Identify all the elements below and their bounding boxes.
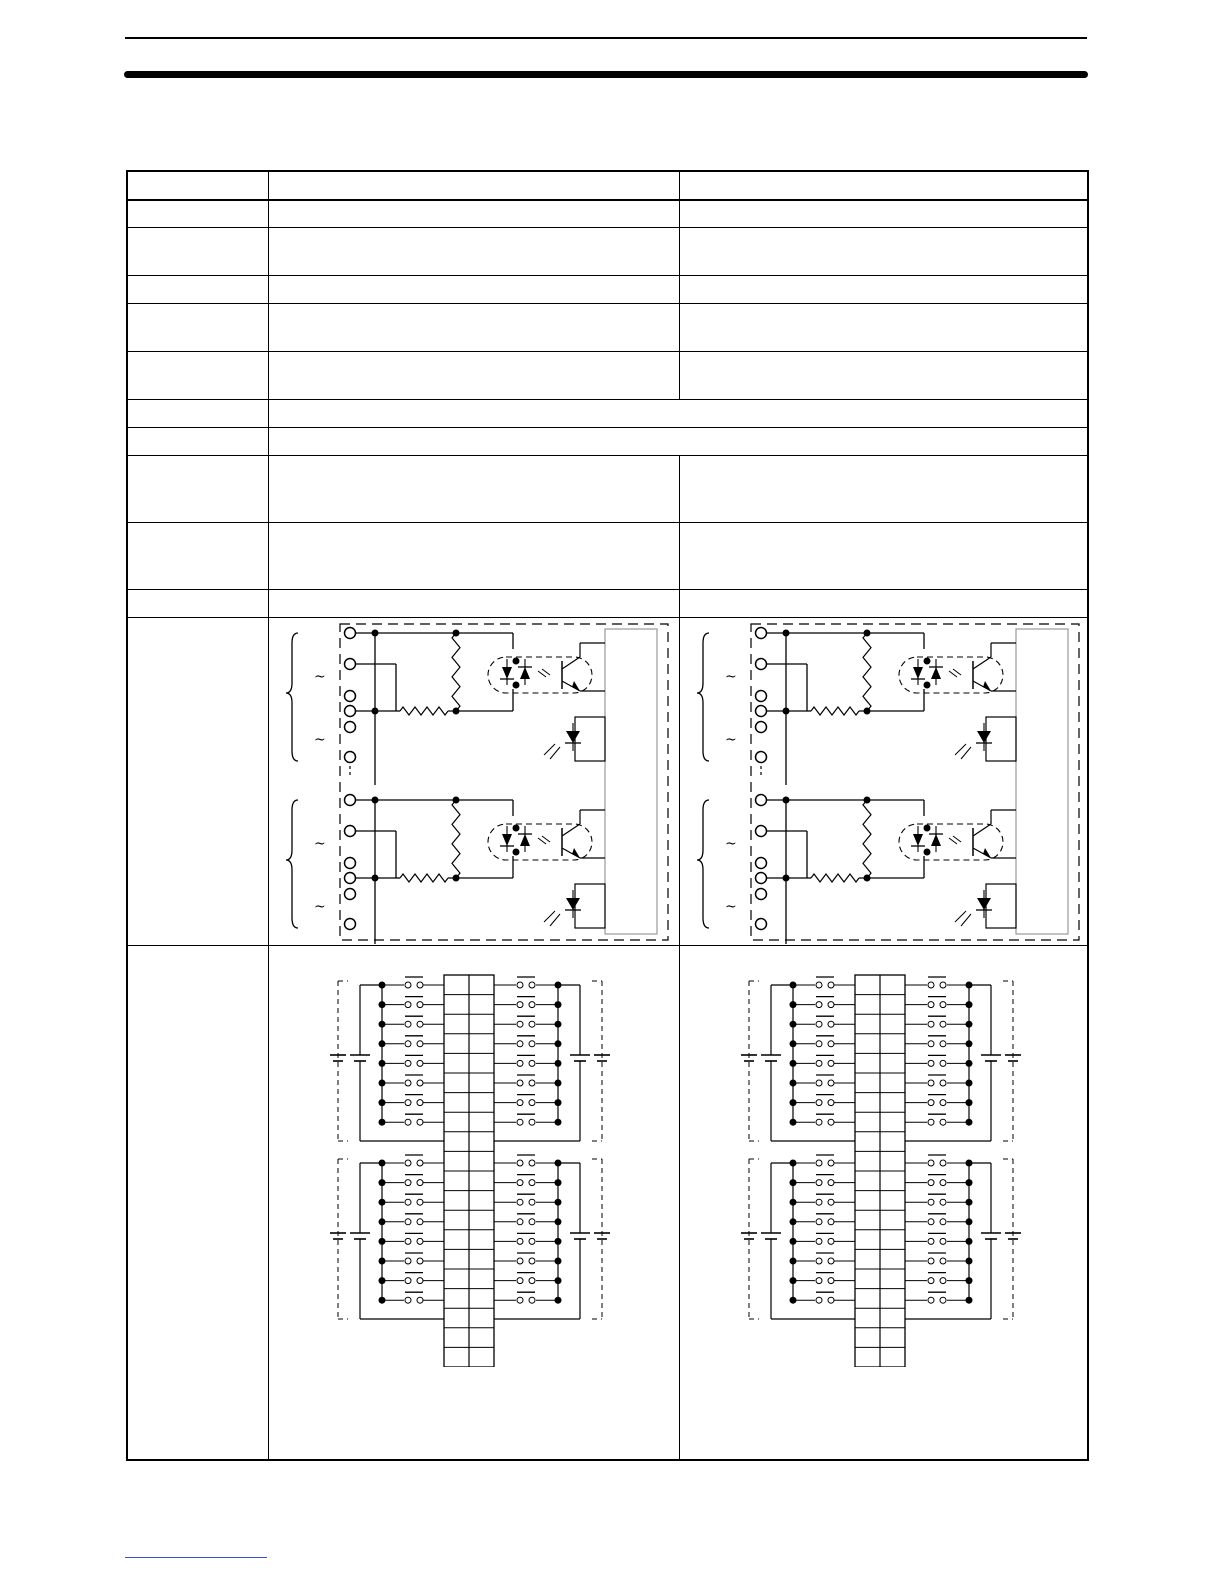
switch-icon <box>529 1119 535 1125</box>
switch-icon <box>928 1002 934 1008</box>
switch-icon <box>928 1160 934 1166</box>
resistor-icon <box>452 800 460 878</box>
switch-icon <box>417 1041 423 1047</box>
switch-icon <box>417 1002 423 1008</box>
switch-icon <box>816 1160 822 1166</box>
switch-icon <box>816 1297 822 1303</box>
external-wiring-right <box>681 947 1089 1367</box>
terminal-icon <box>345 752 356 763</box>
wire <box>961 914 971 926</box>
switch-icon <box>816 1041 822 1047</box>
switch-icon <box>417 1080 423 1086</box>
column-divider-2b <box>679 455 680 1461</box>
junction-dot <box>864 630 871 637</box>
switch-icon <box>928 1041 934 1047</box>
switch-icon <box>529 1021 535 1027</box>
column-divider-1 <box>268 172 269 1461</box>
terminal-icon <box>756 795 767 806</box>
ac-symbol: ~ <box>725 669 737 685</box>
switch-icon <box>405 982 411 988</box>
wire <box>953 669 961 675</box>
switch-icon <box>417 1180 423 1186</box>
terminal-icon <box>345 722 356 733</box>
wire <box>973 657 991 669</box>
switch-icon <box>517 1160 523 1166</box>
junction-dot <box>372 630 379 637</box>
transistor-arrow <box>983 848 991 858</box>
switch-icon <box>928 1080 934 1086</box>
switch-icon <box>517 1100 523 1106</box>
switch-icon <box>517 1219 523 1225</box>
switch-icon <box>940 1100 946 1106</box>
switch-icon <box>816 1100 822 1106</box>
terminal-icon <box>345 659 356 670</box>
junction-dot <box>864 797 871 804</box>
ac-symbol: ~ <box>314 669 326 685</box>
wire <box>550 747 560 759</box>
wire <box>953 836 961 842</box>
terminal-icon <box>345 889 356 900</box>
indicator-box <box>575 884 605 928</box>
row-divider <box>128 399 1087 400</box>
switch-icon <box>816 1238 822 1244</box>
switch-icon <box>828 1041 834 1047</box>
switch-icon <box>405 1080 411 1086</box>
switch-icon <box>928 1278 934 1284</box>
switch-icon <box>816 1060 822 1066</box>
internal-circuit-block <box>605 629 657 934</box>
switch-icon <box>940 1119 946 1125</box>
junction-dot <box>924 658 931 665</box>
ac-symbol: ~ <box>725 899 737 915</box>
switch-icon <box>828 1080 834 1086</box>
switch-icon <box>417 1258 423 1264</box>
row-divider <box>128 303 1087 304</box>
terminal-icon <box>756 919 767 930</box>
terminal-icon <box>756 722 767 733</box>
switch-icon <box>529 1219 535 1225</box>
switch-icon <box>405 1160 411 1166</box>
switch-icon <box>940 1199 946 1205</box>
wire <box>955 744 966 755</box>
wire <box>949 838 957 844</box>
switch-icon <box>940 1238 946 1244</box>
switch-icon <box>816 1119 822 1125</box>
switch-icon <box>517 1002 523 1008</box>
switch-icon <box>940 982 946 988</box>
wire <box>949 671 957 677</box>
switch-icon <box>940 1258 946 1264</box>
switch-icon <box>405 1100 411 1106</box>
switch-icon <box>816 1080 822 1086</box>
junction-dot <box>513 849 520 856</box>
ac-symbol: ~ <box>314 899 326 915</box>
switch-icon <box>405 1119 411 1125</box>
switch-icon <box>417 1199 423 1205</box>
terminal-icon <box>756 873 767 884</box>
resistor-icon <box>863 633 871 711</box>
terminal-icon <box>756 826 767 837</box>
switch-icon <box>816 1002 822 1008</box>
switch-icon <box>940 1041 946 1047</box>
junction-dot <box>453 630 460 637</box>
switch-icon <box>940 1060 946 1066</box>
switch-icon <box>405 1021 411 1027</box>
switch-icon <box>529 1199 535 1205</box>
switch-icon <box>816 1021 822 1027</box>
row-divider <box>128 427 1087 428</box>
switch-icon <box>517 1238 523 1244</box>
switch-icon <box>940 1297 946 1303</box>
switch-icon <box>417 1238 423 1244</box>
terminal-icon <box>756 858 767 869</box>
switch-icon <box>828 1297 834 1303</box>
switch-icon <box>816 1258 822 1264</box>
switch-icon <box>816 982 822 988</box>
junction-dot <box>783 875 790 882</box>
switch-icon <box>517 1021 523 1027</box>
switch-icon <box>417 1119 423 1125</box>
switch-icon <box>928 1258 934 1264</box>
wire <box>538 671 546 677</box>
switch-icon <box>529 982 535 988</box>
indicator-box <box>986 717 1016 761</box>
terminal-icon <box>756 889 767 900</box>
terminal-icon <box>756 752 767 763</box>
switch-icon <box>517 1258 523 1264</box>
internal-circuit-right <box>681 619 1089 944</box>
wire <box>542 669 550 675</box>
group-brace <box>286 800 298 928</box>
switch-icon <box>529 1060 535 1066</box>
switch-icon <box>828 982 834 988</box>
indicator-box <box>986 884 1016 928</box>
switch-icon <box>405 1238 411 1244</box>
switch-icon <box>529 1238 535 1244</box>
terminal-icon <box>756 691 767 702</box>
junction-dot <box>513 682 520 689</box>
junction-dot <box>372 875 379 882</box>
switch-icon <box>517 1199 523 1205</box>
wire <box>955 911 966 922</box>
junction-dot <box>453 797 460 804</box>
spec-table <box>126 170 1089 1461</box>
terminal-icon <box>345 873 356 884</box>
switch-icon <box>828 1278 834 1284</box>
row-divider <box>128 522 1087 523</box>
switch-icon <box>405 1199 411 1205</box>
switch-icon <box>405 1060 411 1066</box>
wire <box>550 914 560 926</box>
input-channel <box>697 628 1016 786</box>
wire <box>544 911 555 922</box>
switch-icon <box>529 1160 535 1166</box>
terminal-icon <box>345 826 356 837</box>
terminal-icon <box>345 706 356 717</box>
row-divider <box>128 589 1087 590</box>
external-wiring-left <box>270 947 678 1367</box>
switch-icon <box>928 1297 934 1303</box>
resistor-icon <box>400 707 448 715</box>
switch-icon <box>417 1219 423 1225</box>
switch-icon <box>828 1219 834 1225</box>
switch-icon <box>940 1160 946 1166</box>
junction-dot <box>513 825 520 832</box>
terminal-icon <box>756 659 767 670</box>
switch-icon <box>405 1297 411 1303</box>
input-channel <box>286 795 605 945</box>
switch-icon <box>828 1060 834 1066</box>
header-thick-rule <box>124 71 1088 78</box>
switch-icon <box>405 1002 411 1008</box>
switch-icon <box>517 1119 523 1125</box>
switch-icon <box>529 1258 535 1264</box>
switch-icon <box>928 1060 934 1066</box>
row-divider <box>128 945 1087 946</box>
wire <box>562 657 580 669</box>
switch-icon <box>529 1080 535 1086</box>
terminal-icon <box>345 919 356 930</box>
switch-icon <box>928 982 934 988</box>
switch-icon <box>828 1002 834 1008</box>
switch-icon <box>940 1219 946 1225</box>
terminal-icon <box>345 795 356 806</box>
switch-icon <box>928 1199 934 1205</box>
switch-icon <box>529 1180 535 1186</box>
switch-icon <box>417 1297 423 1303</box>
row-divider <box>128 617 1087 618</box>
row-divider <box>128 351 1087 352</box>
wire <box>973 824 991 836</box>
row-divider <box>128 227 1087 228</box>
ac-symbol: ~ <box>314 732 326 748</box>
ac-symbol: ~ <box>725 836 737 852</box>
column-divider-2 <box>679 172 680 399</box>
wire <box>562 824 580 836</box>
transistor-arrow <box>983 681 991 691</box>
junction-dot <box>372 797 379 804</box>
junction-dot <box>783 630 790 637</box>
junction-dot <box>924 825 931 832</box>
switch-icon <box>940 1278 946 1284</box>
switch-icon <box>828 1021 834 1027</box>
switch-icon <box>928 1238 934 1244</box>
switch-icon <box>928 1180 934 1186</box>
header-thin-rule <box>125 37 1087 39</box>
footer-link-underline[interactable] <box>125 1557 267 1558</box>
input-channel <box>286 628 605 786</box>
switch-icon <box>928 1021 934 1027</box>
switch-icon <box>517 982 523 988</box>
junction-dot <box>924 849 931 856</box>
switch-icon <box>828 1160 834 1166</box>
group-brace <box>286 633 298 761</box>
resistor-icon <box>400 874 448 882</box>
junction-dot <box>783 708 790 715</box>
wire <box>542 836 550 842</box>
switch-icon <box>517 1278 523 1284</box>
row-divider <box>128 455 1087 456</box>
switch-icon <box>816 1278 822 1284</box>
internal-circuit-block <box>1016 629 1068 934</box>
group-brace <box>697 633 709 761</box>
switch-icon <box>405 1041 411 1047</box>
switch-icon <box>417 1021 423 1027</box>
resistor-icon <box>452 633 460 711</box>
wire <box>538 838 546 844</box>
internal-circuit-left <box>270 619 678 944</box>
switch-icon <box>828 1100 834 1106</box>
switch-icon <box>417 1100 423 1106</box>
switch-icon <box>928 1100 934 1106</box>
switch-icon <box>940 1021 946 1027</box>
switch-icon <box>417 982 423 988</box>
switch-icon <box>828 1238 834 1244</box>
switch-icon <box>940 1002 946 1008</box>
switch-icon <box>940 1080 946 1086</box>
terminal-icon <box>756 628 767 639</box>
switch-icon <box>517 1297 523 1303</box>
switch-icon <box>928 1219 934 1225</box>
switch-icon <box>405 1258 411 1264</box>
switch-icon <box>816 1180 822 1186</box>
transistor-arrow <box>572 681 580 691</box>
switch-icon <box>828 1199 834 1205</box>
switch-icon <box>405 1278 411 1284</box>
wire <box>544 744 555 755</box>
terminal-icon <box>345 691 356 702</box>
switch-icon <box>828 1180 834 1186</box>
group-brace <box>697 800 709 928</box>
switch-icon <box>816 1219 822 1225</box>
switch-icon <box>940 1180 946 1186</box>
wire <box>961 747 971 759</box>
switch-icon <box>529 1002 535 1008</box>
row-divider <box>128 275 1087 276</box>
junction-dot <box>924 682 931 689</box>
switch-icon <box>517 1041 523 1047</box>
switch-icon <box>405 1180 411 1186</box>
transistor-arrow <box>572 848 580 858</box>
switch-icon <box>517 1060 523 1066</box>
switch-icon <box>417 1160 423 1166</box>
header-row-divider <box>128 199 1087 201</box>
switch-icon <box>529 1041 535 1047</box>
junction-dot <box>372 708 379 715</box>
terminal-icon <box>756 706 767 717</box>
terminal-icon <box>345 628 356 639</box>
switch-icon <box>517 1180 523 1186</box>
junction-dot <box>513 658 520 665</box>
terminal-icon <box>345 858 356 869</box>
input-channel <box>697 795 1016 945</box>
ac-symbol: ~ <box>314 836 326 852</box>
switch-icon <box>828 1258 834 1264</box>
switch-icon <box>816 1199 822 1205</box>
resistor-icon <box>811 707 859 715</box>
switch-icon <box>417 1278 423 1284</box>
switch-icon <box>529 1100 535 1106</box>
switch-icon <box>405 1219 411 1225</box>
resistor-icon <box>863 800 871 878</box>
switch-icon <box>928 1119 934 1125</box>
junction-dot <box>783 797 790 804</box>
indicator-box <box>575 717 605 761</box>
switch-icon <box>529 1297 535 1303</box>
switch-icon <box>517 1080 523 1086</box>
switch-icon <box>417 1060 423 1066</box>
ac-symbol: ~ <box>725 732 737 748</box>
switch-icon <box>529 1278 535 1284</box>
switch-icon <box>828 1119 834 1125</box>
resistor-icon <box>811 874 859 882</box>
